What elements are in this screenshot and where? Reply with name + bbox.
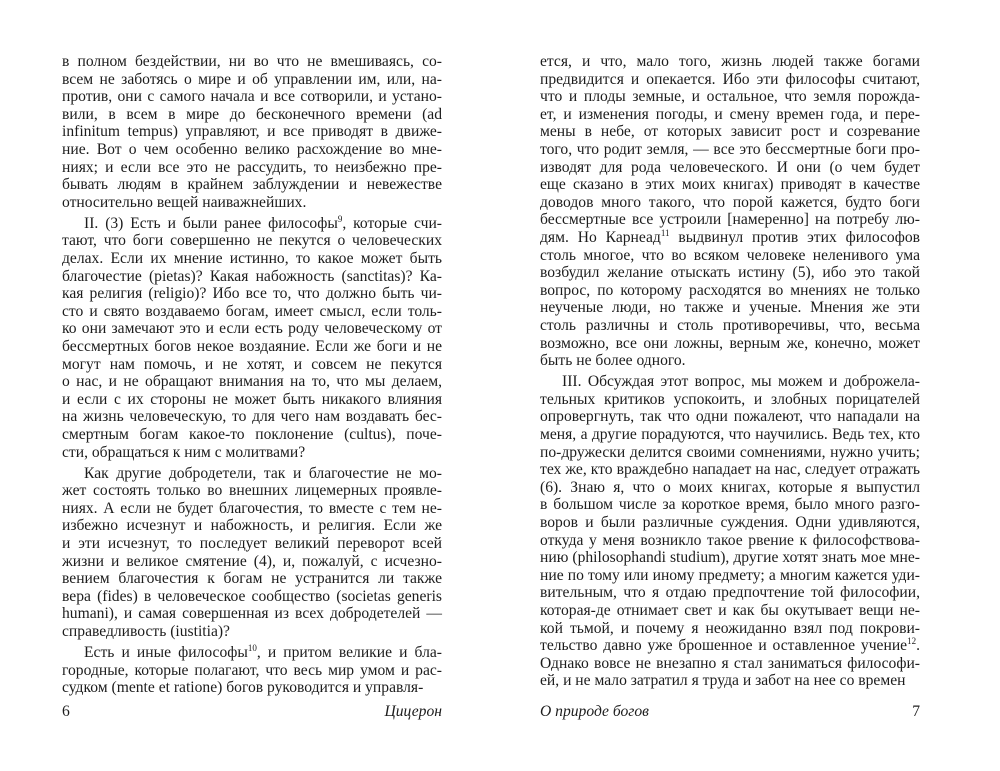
footnote-marker: 12 [907, 636, 917, 647]
text-line [540, 479, 920, 497]
line-text: в большом числе за короткое время, было много разго- [540, 496, 920, 514]
line-text: справедливость (iustitia)? [62, 623, 230, 640]
text-line [540, 373, 920, 391]
text-line [540, 620, 920, 638]
line-text: смертным богам какое-то поклонение (cultus), поче- [62, 425, 442, 443]
text-line [540, 71, 920, 89]
line-text: . [916, 637, 920, 655]
text-line [540, 106, 920, 124]
text-line [62, 623, 442, 641]
text-line [62, 679, 442, 697]
line-text: что и плоды земные, и остальное, что земля порожда- [540, 88, 920, 106]
text-line [62, 662, 442, 680]
text-line [62, 588, 442, 606]
text-line [540, 317, 920, 335]
line-text: в полном бездействии, ни во что не вмешиваясь, со- [62, 53, 442, 70]
line-text: ется, и что, мало того, жизнь людей также богами [540, 53, 920, 70]
text-line [62, 106, 442, 124]
paragraph [62, 215, 442, 461]
line-text: избежно исчезнут и набожность, и религия. Если же [62, 517, 442, 535]
text-line [62, 250, 442, 268]
line-text: опровергнуть, так что одни пожалеют, что нападали на [540, 408, 920, 426]
line-text: ко они замечают это и если есть роду человеческому от [62, 320, 442, 338]
line-text: , которые счи- [342, 214, 442, 232]
line-text: Есть и иные философы [84, 644, 248, 662]
line-text: , и притом великие и бла- [256, 644, 442, 662]
text-line [62, 644, 442, 662]
line-text: ей, и не мало затратил я труда и забот на нее со времен [540, 672, 906, 690]
text-line [540, 567, 920, 585]
line-text: нию (philosophandi studium), другие хотят знать мое мне- [540, 549, 920, 567]
paragraph [62, 465, 442, 641]
line-text: меня, а другие порадуются, что научились. Ведь тех, кто [540, 425, 920, 443]
line-text: доводов много такого, что порой кажется, будто боги [540, 193, 920, 211]
line-text: Как другие добродетели, так и благочестие не мо- [84, 464, 442, 482]
text-line [62, 53, 442, 71]
text-line [540, 335, 920, 353]
line-text: тельных критиков успокоить, и злобных порицателей [540, 390, 920, 408]
line-text: сти, обращаться к ним с молитвами? [62, 443, 306, 461]
text-line [62, 338, 442, 356]
line-text: предвидится и опекается. Ибо эти философы считают, [540, 70, 920, 88]
line-text: бессмертных богов некое воздаяние. Если же боги и не [62, 338, 442, 355]
line-text: Однако вовсе не внезапно я стал заниматься философи- [540, 654, 920, 672]
text-line [62, 320, 442, 338]
text-line [540, 176, 920, 194]
line-text: на жизнь человеческую, то для чего нам воздавать бес- [62, 408, 442, 426]
line-text: ние по тому или иному предмету; а многим кажется уди- [540, 566, 920, 584]
text-line [540, 141, 920, 159]
text-line [540, 264, 920, 282]
text-line [540, 229, 920, 247]
text-line [540, 496, 920, 514]
line-text: откуда у меня возникло такое рвение к философствова- [540, 531, 920, 549]
line-text: возбудил желание отыскать истину (5), ибо это такой [540, 264, 920, 282]
line-text: и эти исчезнут, то последует великий переворот всей [62, 535, 442, 553]
line-text: судком (mente et ratione) богов руководится и управля- [62, 679, 424, 697]
line-text: делах. Если их мнение истинно, то какое может быть [62, 250, 442, 268]
line-text: воров и были различные суждения. Одни удивляются, [540, 513, 920, 531]
text-line [540, 426, 920, 444]
left-page-text [62, 53, 442, 700]
line-text: изводят для рода человеческого. И они (о чем будет [540, 158, 920, 176]
line-text: тех же, кто враждебно нападает на нас, следует отражать [540, 461, 920, 479]
line-text: вопрос, по которому расходятся во мнениях не только [540, 281, 920, 299]
text-line [540, 391, 920, 409]
line-text: могут нам помочь, и не хотят, и совсем не пекутся [62, 355, 442, 373]
text-line [62, 232, 442, 250]
text-line [62, 303, 442, 321]
line-text: тельство давно уже брошенное и оставленное учение [540, 637, 908, 655]
line-text: ние. Вот о чем особенно велико расхождение во мне- [62, 140, 442, 158]
text-line [62, 268, 442, 286]
text-line [540, 408, 920, 426]
text-line [540, 53, 920, 71]
line-text: против, они с самого начала и все сотворили, и устано- [62, 88, 442, 106]
text-line [62, 553, 442, 571]
line-text: того, что родит земля, — все это бессмертные боги про- [540, 140, 920, 158]
left-page-footer [62, 703, 442, 721]
line-text: жизни и великое смятение (4), и, пожалуй, с исчезно- [62, 552, 442, 570]
line-text: еще сказано в этих моих книгах) приводят в качестве [540, 176, 920, 194]
footnote-marker: 10 [247, 643, 257, 654]
line-text: кой тьмой, и почему я неожиданно взял под покрови- [540, 619, 920, 637]
paragraph [62, 644, 442, 697]
page-number: 6 [62, 703, 70, 720]
text-line [62, 500, 442, 518]
footnote-marker: 11 [660, 227, 670, 238]
text-line [62, 605, 442, 623]
text-line [62, 465, 442, 483]
text-line [62, 71, 442, 89]
text-line [62, 356, 442, 374]
text-line [62, 285, 442, 303]
footnote-marker: 9 [337, 213, 343, 224]
line-text: быть не более одного. [540, 352, 686, 370]
line-text: мены в небе, от которых зависит рост и созревание [540, 123, 920, 141]
text-line [540, 88, 920, 106]
line-text: столь многое, что во всяком человеке неленивого ума [540, 246, 920, 264]
page-number: 7 [912, 703, 920, 720]
text-line [540, 514, 920, 532]
text-line [62, 176, 442, 194]
text-line [62, 88, 442, 106]
paragraph [540, 53, 920, 370]
line-text: сто и свято воздаваемо богам, имеет смысл, если толь- [62, 302, 442, 320]
text-line [540, 584, 920, 602]
text-line [540, 602, 920, 620]
line-text: (6). Знаю я, что о моих книгах, которые я выпустил [540, 478, 920, 496]
text-line [62, 535, 442, 553]
line-text: дям. Но Карнеад [540, 228, 661, 246]
line-text: неученые люди, но также и ученые. Мнения же эти [540, 299, 920, 317]
line-text: благочестие (pietas)? Какая набожность (sanctitas)? Ка- [62, 267, 442, 285]
line-text: III. Обсуждая этот вопрос, мы можем и доброжела- [562, 373, 920, 391]
text-line [540, 672, 920, 690]
line-text: вением благочестия к богам не устранится ли также [62, 570, 442, 588]
text-line [540, 247, 920, 265]
text-line [62, 444, 442, 462]
line-text: городные, которые полагают, что весь мир умом и рас- [62, 661, 442, 679]
text-line [540, 655, 920, 673]
text-line [62, 215, 442, 233]
right-page-footer [540, 703, 920, 721]
text-line [540, 637, 920, 655]
line-text: ет, и изменения погоды, и смену времен года, и пере- [540, 105, 920, 123]
text-line [62, 391, 442, 409]
line-text: вера (fides) в человеческое сообщество (societas generis [62, 587, 442, 605]
line-text: по-дружески делится своими сомнениями, нужно учить; [540, 443, 920, 461]
text-line [62, 141, 442, 159]
text-line [540, 299, 920, 317]
text-line [62, 123, 442, 141]
running-head-title: О природе богов [540, 703, 649, 720]
text-line [540, 352, 920, 370]
text-line [62, 408, 442, 426]
text-line [62, 517, 442, 535]
text-line [540, 532, 920, 550]
text-line [62, 373, 442, 391]
line-text: humani), и самая совершенная из всех добродетелей — [62, 605, 442, 623]
line-text: ниях; и если все это не рассудить, то неизбежно пре- [62, 158, 442, 176]
line-text: о нас, и не обращают внимания на то, что мы делаем, [62, 373, 442, 391]
text-line [540, 159, 920, 177]
text-line [540, 461, 920, 479]
text-line [62, 194, 442, 212]
text-line [62, 159, 442, 177]
line-text: жет состоять только во внешних лицемерных проявле- [62, 482, 442, 500]
line-text: бессмертные все устроили [намеренно] на потребу лю- [540, 211, 920, 229]
paragraph [62, 53, 442, 211]
text-line [540, 123, 920, 141]
line-text: кая религия (religio)? Ибо все то, что должно быть чи- [62, 285, 442, 303]
line-text: вительным, что я отдаю предпочтение той философии, [540, 584, 920, 602]
text-line [540, 194, 920, 212]
line-text: столь различны и столь противоречивы, что, весьма [540, 316, 920, 334]
line-text: вили, в всем в мире до бесконечного времени (ad [62, 105, 442, 123]
text-line [540, 549, 920, 567]
line-text: ниях. А если не будет благочестия, то вместе с тем не- [62, 499, 442, 517]
line-text: которая-де отнимает свет и как бы окутывает вещи не- [540, 601, 920, 619]
text-line [540, 282, 920, 300]
line-text: возможно, все они ложны, верным же, конечно, может [540, 334, 920, 352]
line-text: относительно вещей наиважнейших. [62, 193, 307, 211]
text-line [62, 482, 442, 500]
right-page-text [540, 53, 920, 693]
line-text: выдвинул против этих философов [669, 228, 920, 246]
line-text: II. (3) Есть и были ранее философы [84, 214, 338, 232]
line-text: всем не заботясь о мире и об управлении им, или, на- [62, 70, 442, 88]
text-line [62, 426, 442, 444]
text-line [540, 211, 920, 229]
line-text: тают, что боги совершенно не пекутся о человеческих [62, 232, 442, 250]
text-line [540, 444, 920, 462]
line-text: бывать людям в крайнем заблуждении и невежестве [62, 176, 442, 194]
paragraph [540, 373, 920, 690]
line-text: infinitum tempus) управляют, и все приводят в движе- [62, 123, 442, 141]
running-head-author: Цицерон [384, 703, 442, 720]
line-text: и если с их стороны не может быть никакого влияния [62, 390, 442, 408]
text-line [62, 570, 442, 588]
